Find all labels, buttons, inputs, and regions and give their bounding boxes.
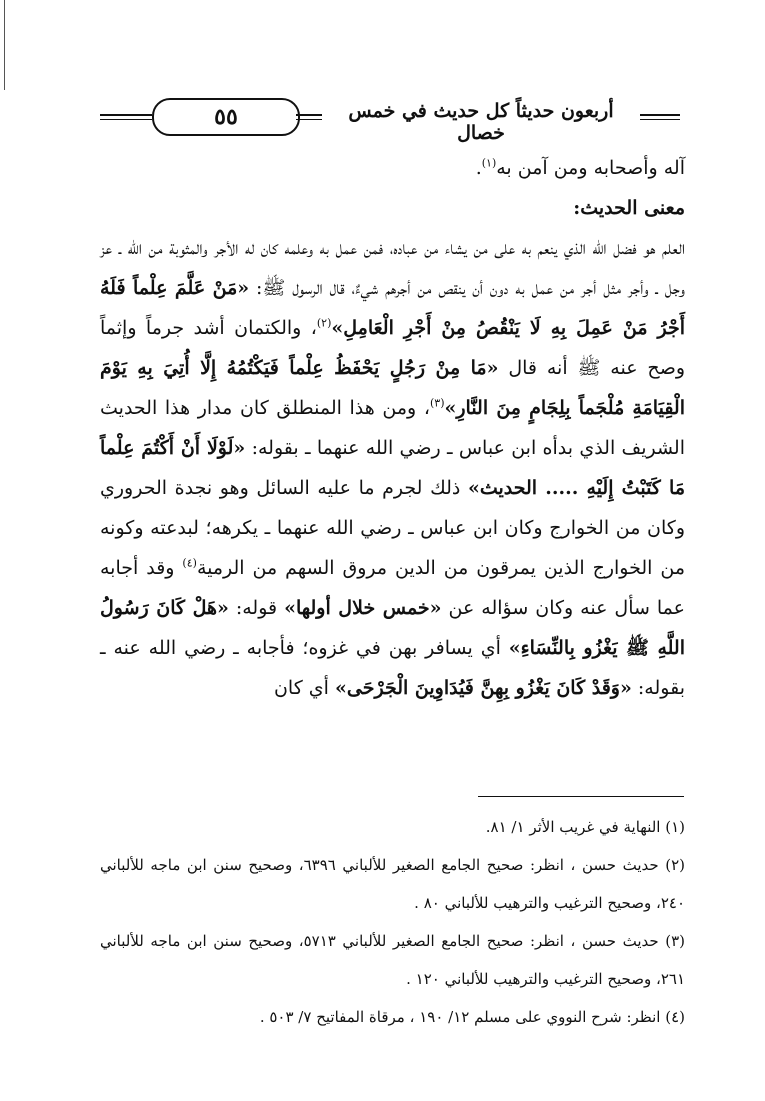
hadith-quote-5: «وَقَدْ كَانَ يَغْزُو بِهِنَّ فَيُدَاوِينَ الْجَرْحَى» [335,677,632,699]
text-run-5: وقد أجابه عما سأل عنه وكان سؤاله عن [100,557,685,619]
section-heading: معنى الحديث: [573,197,685,219]
footnote-ref-1[interactable]: (١) [481,156,497,170]
text-run-6: قوله: [235,597,278,619]
header-rule-left [100,114,152,120]
text-run-3: ، ومن هذا المنطلق كان مدار هذا الحديث الشريف الذي بدأه ابن عباس ـ رضي الله عنهما ـ بقوله: [100,397,685,459]
hadith-quote-3: «لَوْلَا أَنْ أَكْتُمَ عِلْماً مَا كَتَبْتُ إِلَيْهِ ..... الحديث» [100,437,685,499]
footnote-separator [478,796,684,797]
intro-end: . [475,157,482,179]
text-run-7: أي يسافر بهن في غزوه؛ فأجابه ـ رضي الله عنه ـ بقوله: [100,637,685,699]
bold-phrase: «خمس خلال أولها» [284,597,442,619]
intro-text: آله وأصحابه ومن آمن به [496,157,685,179]
footnote-2: (٢) حديث حسن ، انظر: صحيح الجامع الصغير للألباني ٦٣٩٦، وصحيح سنن ابن ماجه للألباني ٢٤٠، وصحيح الترغيب والترهيب للألباني ٨٠ . [100,856,685,912]
header-rule-middle [296,114,322,120]
footnote-3: (٣) حديث حسن ، انظر: صحيح الجامع الصغير للألباني ٥٧١٣، وصحيح سنن ابن ماجه للألباني ٢٦١، وصحيح الترغيب والترهيب للألباني ١٢٠ . [100,932,685,988]
running-title: أربعون حديثاً كل حديث في خمس خصال [348,100,614,144]
footnotes [100,808,685,1036]
text-run-2: ، والكتمان أشد جرماً وإثماً وصح عنه ﷺ أنه قال [100,317,686,379]
intro-line [100,148,685,188]
header-rule-right [640,114,680,120]
main-text [100,148,685,708]
page-edge-line [4,0,5,90]
footnote-ref-4[interactable]: (٤) [182,556,197,570]
text-run-4: ذلك لجرم ما عليه السائل وهو نجدة الحروري وكان من الخوارج وكان ابن عباس ـ رضي الله عنهما ـ يكرهه؛ لبدعته وكونه من الخوارج الذين يمرقون من الدين مروق السهم من الرمية [100,477,686,579]
text-run-1: العلم هو فضل الله الذي ينعم به على من يشاء من عباده، فمن عمل به وعلمه كان له الأجر والمثوبة من الله ـ عز وجل ـ وأجر مثل أجر من عمل به دون أن ينقص من أجرهم شيءٌ، قال الرسول ﷺ: [100,237,686,299]
page-header [100,96,680,144]
footnote-1: (١) النهاية في غريب الأثر ١/ ٨١. [485,818,685,836]
footnote-ref-3[interactable]: (٣) [429,396,445,410]
paragraph [100,228,685,708]
footnote-ref-2[interactable]: (٢) [316,316,332,330]
hadith-quote-1: «مَنْ عَلَّمَ عِلْماً فَلَهُ أَجْرُ مَنْ عَمِلَ بِهِ لَا يَنْقُصُ مِنْ أَجْرِ الْعَامِلِ» [100,277,685,339]
footnote-4: (٤) انظر: شرح النووي على مسلم ١٢/ ١٩٠ ، مرقاة المفاتيح ٧/ ٥٠٣ . [259,1008,685,1026]
hadith-quote-4: «هَلْ كَانَ رَسُولُ اللَّهِ ﷺ يَغْزُو بِالنِّسَاءِ» [100,597,685,659]
hadith-quote-2: «مَا مِنْ رَجُلٍ يَحْفَظُ عِلْماً فَيَكْتُمُهُ إِلَّا أُتِيَ بِهِ يَوْمَ الْقِيَامَةِ مُلْجَماً بِلِجَامٍ مِنَ النَّارِ» [100,357,685,419]
text-run-8: أي كان [273,677,329,699]
page-number: ٥٥ [152,98,300,136]
